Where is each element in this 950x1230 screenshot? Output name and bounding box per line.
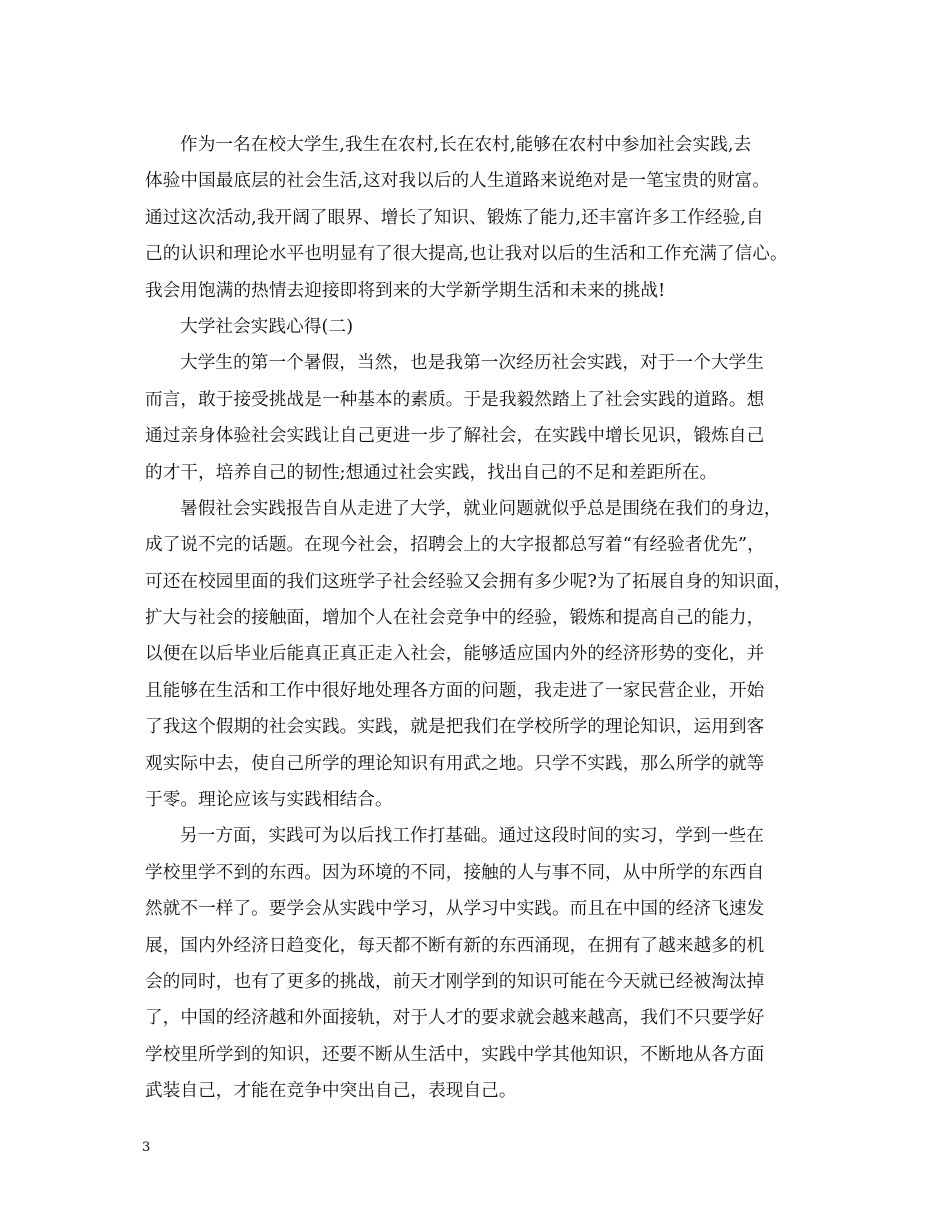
- paragraph-first-line: 暑假社会实践报告自从走进了大学，就业问题就似乎总是围绕在我们的身边，: [180, 498, 782, 519]
- paragraph-line: 己的认识和理论水平也明显有了很大提高,也让我对以后的生活和工作充满了信心。: [145, 244, 788, 265]
- paragraph-line: 可还在校园里面的我们这班学子社会经验又会拥有多少呢?为了拓展自身的知识面，: [145, 571, 792, 592]
- paragraph-line: 而言，敢于接受挑战是一种基本的素质。于是我毅然踏上了社会实践的道路。想: [145, 389, 765, 410]
- paragraph-line: 学校里学不到的东西。因为环境的不同，接触的人与事不同，从中所学的东西自: [145, 862, 765, 883]
- paragraph-line: 然就不一样了。要学会从实践中学习，从学习中实践。而且在中国的经济飞速发: [145, 899, 765, 920]
- paragraph-line: 了，中国的经济越和外面接轨，对于人才的要求就会越来越高，我们不只要学好: [145, 1008, 765, 1029]
- paragraph-first-line: 另一方面，实践可为以后找工作打基础。通过这段时间的实习，学到一些在: [180, 826, 764, 847]
- paragraph-line: 且能够在生活和工作中很好地处理各方面的问题，我走进了一家民营企业，开始: [145, 680, 765, 701]
- document-body: [145, 127, 835, 1110]
- paragraph-line: 展，国内外经济日趋变化，每天都不断有新的东西涌现，在拥有了越来越多的机: [145, 935, 765, 956]
- paragraph-line: 以便在以后毕业后能真正真正走入社会，能够适应国内外的经济形势的变化，并: [145, 644, 765, 665]
- paragraph-line: 的才干，培养自己的韧性;想通过社会实践，找出自己的不足和差距所在。: [145, 462, 718, 483]
- paragraph-line: 通过亲身体验社会实践让自己更进一步了解社会，在实践中增长见识，锻炼自己: [145, 426, 765, 447]
- paragraph-first-line: 大学生的第一个暑假，当然，也是我第一次经历社会实践，对于一个大学生: [180, 353, 764, 374]
- paragraph-line: 武装自己，才能在竞争中突出自己，表现自己。: [145, 1081, 517, 1102]
- paragraph-first-line: 大学社会实践心得(二): [180, 316, 354, 337]
- paragraph-line: 我会用饱满的热情去迎接即将到来的大学新学期生活和未来的挑战!: [145, 280, 666, 301]
- paragraph-line: 学校里所学到的知识，还要不断从生活中，实践中学其他知识，不断地从各方面: [145, 1044, 765, 1065]
- paragraph-line: 扩大与社会的接触面，增加个人在社会竞争中的经验，锻炼和提高自己的能力，: [145, 608, 765, 629]
- paragraph-line: 成了说不完的话题。在现今社会，招聘会上的大字报都总写着“有经验者优先”，: [145, 535, 765, 556]
- paragraph-line: 会的同时，也有了更多的挑战，前天才刚学到的知识可能在今天就已经被淘汰掉: [145, 971, 765, 992]
- paragraph-line: 通过这次活动,我开阔了眼界、增长了知识、锻炼了能力,还丰富许多工作经验,自: [145, 207, 764, 228]
- paragraph-line: 观实际中去，使自己所学的理论知识有用武之地。只学不实践，那么所学的就等: [145, 753, 765, 774]
- paragraph-first-line: 作为一名在校大学生,我生在农村,长在农村,能够在农村中参加社会实践,去: [180, 135, 752, 155]
- paragraph-line: 体验中国最底层的社会生活,这对我以后的人生道路来说绝对是一笔宝贵的财富。: [145, 171, 770, 192]
- page-number: 3: [142, 1140, 151, 1155]
- paragraph-line: 了我这个假期的社会实践。实践，就是把我们在学校所学的理论知识，运用到客: [145, 717, 765, 738]
- paragraph-line: 于零。理论应该与实践相结合。: [145, 790, 393, 811]
